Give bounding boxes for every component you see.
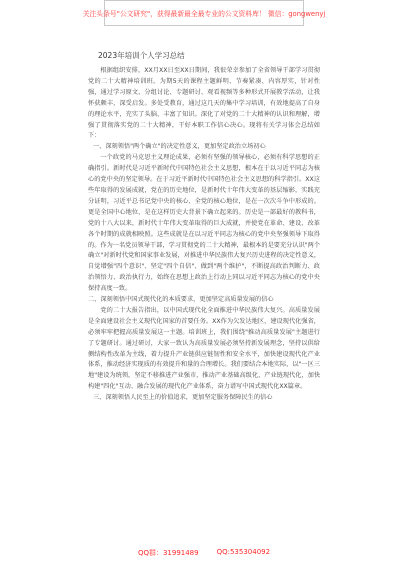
section-heading-2: 二、深刻领悟中国式现代化的本质要求，更加坚定高质量发展的信心 [88,296,274,304]
footer-qq-group: QQ群：31991489 [137,549,199,557]
paragraph-intro: 根据组织安排，XX月XX日至XX日期间，我很荣幸参加了全省领导干部学习贯彻党的二十大精神培训班。为期5天的课程主题鲜明、节奏紧凑、内容厚实，针对性强，通过学习原文、分组讨论、专题研讨、观看视频等多种形式开展教学活动，让我怀获颇丰，深受启发。多处受教育，通过这几天的集中学习培训，有效地提高了自身的理论水平，充实了头脑、丰富了知识。深化了对党的二十大精神的认识和理解，增强了贯彻落实党的二十大精神，干好本职工作信心决心。现将有关学习体会总结如下： [88,67,320,140]
paragraph-section-1: 一个政党的马克思主义理论成果，必须有坚强的领导核心，必须有科学思想的正确指引。新时代是习近平新时代中国特色社会主义思想，根本在于以习近平同志为核心的党中央的坚定领导。在于习近平新时代中国特色社会主义思想的科学指引。XX这些年取得的发展成就，党在的历史地位，是新时代十年伟大变革的基层缩影，实践充分证明，习近平总书记党中央的核心、全党的核心地位，是在一次次斗争中形成的。更是全国中心地位，是在这样历史大背景下确立起来的。历史是一部最好的教科书，党的十八大以来，新时代十年伟大变革取得的巨大成就，并使党在革命、建设、改革各个时期的成就相映照。这些成就是在以习近平同志为核心的党中央坚强领导下取得的。作为一名党员领导干部，学习贯彻党的二十大精神，最根本的是要充分认识"两个确立"对新时代党和国家事业发展，对推进中华民族伟大复兴历史进程的决定性意义，自觉增强"四个意识"、坚定"四个自信"、做到"两个维护"，不断提高政治判断力、政治领悟力、政治执行力，始终在思想上政治上行动上同以习近平同志为核心的党中央保持高度一致。 [88,154,320,293]
section-heading-3: 三、深刻领悟人民至上的价值追求，更加坚定服务保障民生的信心 [92,394,273,402]
section-heading-1: 一、深刻领悟"两个确立"的决定性意义，更加坚定政治立场初心 [92,143,266,151]
footer-qq: QQ:535304092 [216,548,271,556]
footer-contact [0,548,408,562]
banner-text: 关注头条号"公文研究"，获得最新最全最专业的公文资料库！ 微信：gongwenyj [82,10,326,18]
document-title: 2023年培训个人学习总结 [98,51,185,60]
document-body [88,66,320,404]
top-banner [82,0,326,26]
paragraph-section-2: 党的二十大报告指出，以中国式现代化全面推进中华民族伟大复兴。高质量发展是全面建设社会主义现代化国家的首要任务。XX作为欠发达地区，建设现代化强省，必须牢牢把握高质量发展这一主题。培训班上，我们围绕"推动高质量发展"主题进行了专题研讨。通过研讨，大家一致认为高质量发展必须坚持新发展理念，坚持以供给侧结构性改革为主线，着力提升产业链供应链韧性和安全水平，加快建设现代化产业体系，推动经济实现质的有效提升和量的合理增长。我们要结合本地实际，以"一区三地"建设为统领，坚定不移推进产业强市，推动产业基础高级化、产业链现代化，加快构建"四化"互动、融合发展的现代化产业体系，奋力谱写中国式现代化XX篇章。 [88,306,320,391]
